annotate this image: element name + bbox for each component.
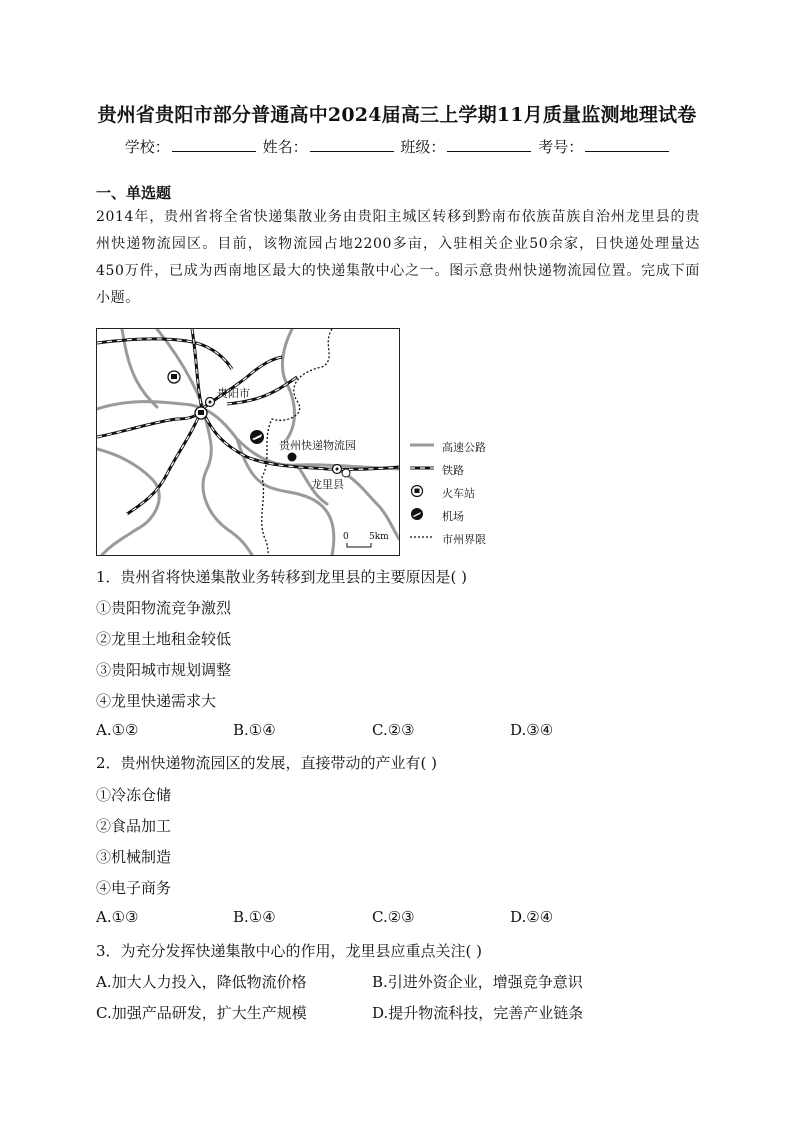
- question-2-statement: ④电子商务: [96, 879, 172, 897]
- railway-symbol: [410, 461, 434, 475]
- legend-airport: [410, 507, 530, 523]
- logistics-park-marker: [288, 453, 297, 462]
- student-info-line: [0, 136, 794, 157]
- legend-label: 火车站: [442, 487, 475, 500]
- exam-number-blank[interactable]: [585, 139, 669, 152]
- question-3-option-a[interactable]: A.加大人力投入，降低物流价格: [96, 973, 307, 991]
- train-station-icon: [410, 484, 434, 498]
- question-3-option-c[interactable]: C.加强产品研发，扩大生产规模: [96, 1004, 307, 1022]
- class-field-label: 班级：: [400, 138, 446, 156]
- airport-icon: [250, 430, 264, 444]
- class-blank[interactable]: [447, 139, 531, 152]
- railway-west: [97, 409, 202, 437]
- question-2-option-c[interactable]: C.②③: [372, 908, 415, 926]
- question-3-option-b[interactable]: B.引进外资企业，增强竞争意识: [372, 973, 583, 991]
- question-1-option-a[interactable]: A.①②: [96, 721, 139, 739]
- page-title: 贵州省贵阳市部分普通高中2024届高三上学期11月质量监测地理试卷: [97, 104, 697, 126]
- legend-label: 高速公路: [442, 441, 486, 454]
- railway-north-west: [97, 339, 232, 369]
- question-1-option-c[interactable]: C.②③: [372, 721, 415, 739]
- scale-bar: [343, 532, 389, 547]
- logistics-park-label: 贵州快递物流园: [279, 439, 356, 452]
- train-station-icon: [195, 407, 207, 419]
- legend-railway: [410, 461, 530, 477]
- city-marker: [206, 398, 215, 407]
- exam-number-field-label: 考号：: [538, 138, 584, 156]
- question-1-statement: ③贵阳城市规划调整: [96, 661, 232, 679]
- train-station-icon: [168, 371, 180, 383]
- highway-east: [337, 469, 399, 539]
- question-1-statement: ①贵阳物流竞争激烈: [96, 599, 232, 617]
- question-1-option-b[interactable]: B.①④: [233, 721, 276, 739]
- school-field-label: 学校：: [124, 138, 170, 156]
- location-map: [96, 328, 400, 556]
- train-station-icon: [342, 469, 350, 477]
- name-blank[interactable]: [310, 139, 394, 152]
- legend-highway: [410, 438, 530, 454]
- question-2-option-a[interactable]: A.①③: [96, 908, 139, 926]
- map-drawing: [97, 329, 399, 555]
- legend-train-station: [410, 484, 530, 500]
- question-3-stem: 3．为充分发挥快递集散中心的作用，龙里县应重点关注( ): [96, 942, 483, 960]
- name-field-label: 姓名：: [262, 138, 308, 156]
- scale-km: 5km: [369, 532, 389, 542]
- longli-label: 龙里县: [311, 478, 344, 491]
- highway-symbol: [410, 438, 434, 452]
- question-2-statement: ③机械制造: [96, 848, 172, 866]
- scale-zero: 0: [343, 532, 349, 542]
- question-1-option-d[interactable]: D.③④: [510, 721, 554, 739]
- question-3-option-d[interactable]: D.提升物流科技，完善产业链条: [372, 1004, 584, 1022]
- question-1-statement: ②龙里土地租金较低: [96, 630, 232, 648]
- section-title: 一、单选题: [96, 184, 172, 202]
- airport-icon: [410, 507, 434, 521]
- guiyang-label: 贵阳市: [217, 387, 250, 400]
- legend-label: 市州界限: [442, 533, 486, 546]
- school-blank[interactable]: [172, 139, 256, 152]
- highway-sw: [97, 449, 159, 555]
- question-2-option-b[interactable]: B.①④: [233, 908, 276, 926]
- question-1-statement: ④龙里快递需求大: [96, 692, 217, 710]
- question-2-statement: ②食品加工: [96, 817, 172, 835]
- boundary-symbol: [410, 530, 434, 544]
- railway-southwest: [127, 409, 202, 514]
- legend-label: 铁路: [442, 464, 464, 477]
- reading-passage: 2014年，贵州省将全省快递集散业务由贵阳主城区转移到黔南布依族苗族自治州龙里县的贵州快递物流园区。目前，该物流园占地2200多亩，入驻相关企业50余家，日快递处理量达450万件，已成为西南地区最大的快递集散中心之一。图示意贵州快递物流园位置。完成下面小题。: [96, 209, 700, 306]
- question-2-stem: 2．贵州快递物流园区的发展，直接带动的产业有( ): [96, 754, 438, 772]
- longli-marker: [333, 465, 342, 474]
- legend-boundary: [410, 530, 530, 546]
- question-1-stem: 1．贵州省将快递集散业务转移到龙里县的主要原因是( ): [96, 568, 468, 586]
- question-2-option-d[interactable]: D.②④: [510, 908, 554, 926]
- question-2-statement: ①冷冻仓储: [96, 786, 172, 804]
- legend-label: 机场: [442, 510, 464, 523]
